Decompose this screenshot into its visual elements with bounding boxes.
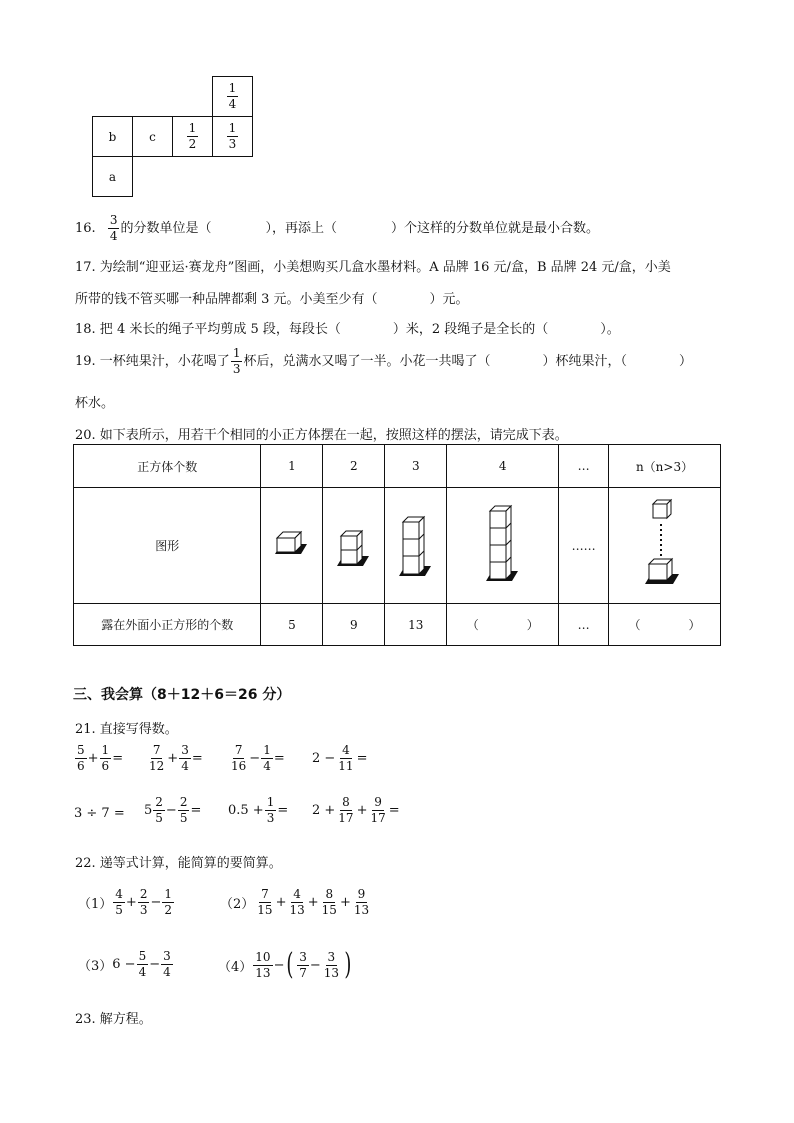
table-cell: … — [559, 445, 609, 488]
cube-table — [73, 444, 721, 646]
table-row — [74, 445, 721, 488]
net-cell-a: a — [92, 156, 133, 197]
answer-blank[interactable]: （ ） — [609, 604, 721, 646]
row-label-figure: 图形 — [74, 488, 261, 604]
left-paren: ( — [286, 947, 294, 982]
table-row — [74, 604, 721, 646]
calc-item: 3 ÷ 7 = — [74, 806, 125, 821]
question-22: 22. 递等式计算，能简算的要简算。 — [75, 856, 282, 871]
question-16: 16. $\frac{3}{4}$ 的分数单位是（ ），再添上（ ）个这样的分数单位就是最小合数。 — [75, 213, 600, 243]
row-label-count: 正方体个数 — [74, 445, 261, 488]
table-cell: 5 — [261, 604, 323, 646]
calc-item-4: （4） $\frac{10}{13}$ − ( $\frac{3}{7}$ − $\frac{3}{13}$ ) — [218, 947, 352, 982]
cube-stack-2 — [323, 488, 385, 604]
net-cell-c: c — [132, 116, 173, 157]
question-20: 20. 如下表所示，用若干个相同的小正方体摆在一起，按照这样的摆法，请完成下表。 — [75, 428, 568, 443]
table-cell: 2 — [323, 445, 385, 488]
calc-item: 2 − $\frac{4}{11}$ = — [312, 743, 368, 773]
table-cell: 4 — [447, 445, 559, 488]
question-18: 18. 把 4 米长的绳子平均剪成 5 段，每段长（ ）米，2 段绳子是全长的（ ）。 — [75, 322, 620, 337]
net-cell-third: $\frac{1}{3}$ — [212, 116, 253, 157]
table-row — [74, 488, 721, 604]
cube-stack-1 — [261, 488, 323, 604]
answer-blank[interactable]: （ ） — [447, 604, 559, 646]
cube-stack-4 — [447, 488, 559, 604]
calc-item: 5 $\frac{2}{5}$ − $\frac{2}{5}$ = — [144, 795, 202, 825]
calc-item: $\frac{5}{6}$ + $\frac{1}{6}$ = — [77, 743, 124, 773]
net-cell-b: b — [92, 116, 133, 157]
table-cell: 13 — [385, 604, 447, 646]
question-21: 21. 直接写得数。 — [75, 722, 178, 737]
calc-item: 0.5 + $\frac{1}{3}$ = — [228, 795, 289, 825]
table-cell: n（n>3） — [609, 445, 721, 488]
table-cell: 9 — [323, 604, 385, 646]
table-cell: … — [559, 604, 609, 646]
calc-item-3: （3） 6 − $\frac{5}{4}$ − $\frac{3}{4}$ — [78, 949, 171, 979]
net-cell-half: $\frac{1}{2}$ — [172, 116, 213, 157]
calc-item: 2 + $\frac{8}{17}$ + $\frac{9}{17}$ = — [312, 795, 400, 825]
question-23: 23. 解方程。 — [75, 1012, 152, 1027]
ellipsis: …… — [559, 488, 609, 604]
question-17-line1: 17. 为绘制“迎亚运·赛龙舟”图画，小美想购买几盒水墨材料。A 品牌 16 元/盒，B 品牌 24 元/盒，小美 — [75, 260, 671, 275]
question-19: 19. 一杯纯果汁，小花喝了 $\frac{1}{3}$ 杯后，兑满水又喝了一半。小花一共喝了（ ）杯纯果汁，（ ） — [75, 346, 692, 376]
calc-item-1: （1） $\frac{4}{5}$ + $\frac{2}{3}$ − $\frac{1}{2}$ — [78, 887, 173, 917]
cube-stack-n — [609, 488, 721, 604]
table-cell: 1 — [261, 445, 323, 488]
calc-item: $\frac{7}{12}$ + $\frac{3}{4}$ = — [149, 743, 203, 773]
section-title: 三、我会算（8＋12＋6＝26 分） — [73, 687, 291, 703]
calc-item: $\frac{7}{16}$ − $\frac{1}{4}$ = — [231, 743, 285, 773]
row-label-faces: 露在外面小正方形的个数 — [74, 604, 261, 646]
cube-stack-3 — [385, 488, 447, 604]
question-17-line2: 所带的钱不管买哪一种品牌都剩 3 元。小美至少有（ ）元。 — [75, 292, 469, 307]
net-cell-top: $\frac{1}{4}$ — [212, 76, 253, 117]
right-paren: ) — [344, 947, 352, 982]
calc-item-2: （2） $\frac{7}{15}$ + $\frac{4}{13}$ + $\frac{8}{15}$ + $\frac{9}{13}$ — [220, 887, 370, 917]
table-cell: 3 — [385, 445, 447, 488]
question-19-line2: 杯水。 — [75, 396, 115, 411]
